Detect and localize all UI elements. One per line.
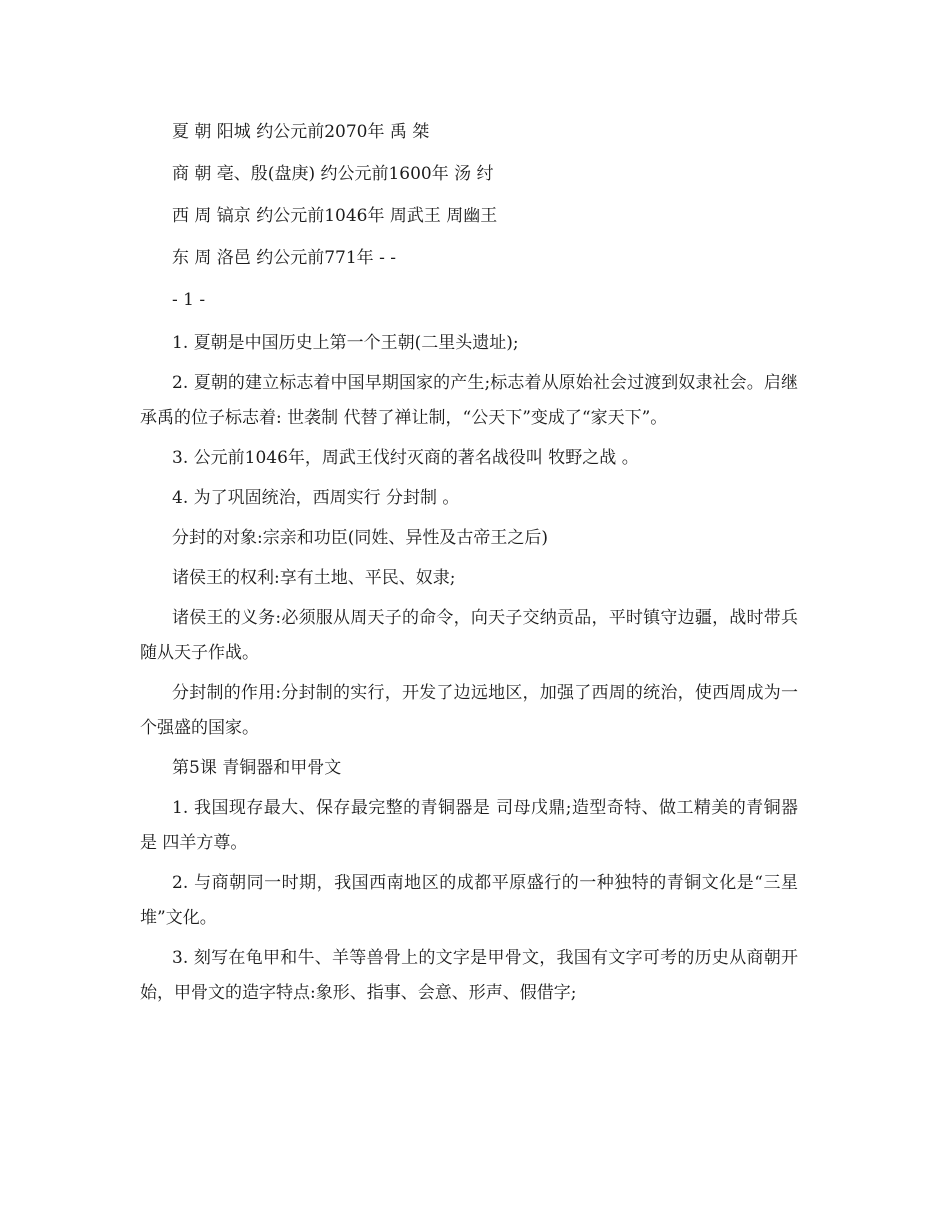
dynasty-row-western-zhou: 西 周 镐京 约公元前1046年 周武王 周幽王 [172, 206, 498, 226]
lesson-heading: 第5课 青铜器和甲骨文 [172, 758, 342, 778]
dynasty-row-shang: 商 朝 亳、殷(盘庚) 约公元前1600年 汤 纣 [172, 164, 494, 184]
paragraph-bronze-1: 1. 我国现存最大、保存最完整的青铜器是 司母戊鼎;造型奇特、做工精美的青铜器是 四羊方尊。 [140, 798, 798, 853]
document-body [140, 120, 798, 1016]
dynasty-row-xia: 夏 朝 阳城 约公元前2070年 禹 桀 [172, 122, 430, 142]
paragraph-4: 4. 为了巩固统治，西周实行 分封制 。 [172, 488, 460, 508]
paragraph-vassal-rights: 诸侯王的权利:享有土地、平民、奴隶; [172, 568, 456, 588]
paragraph-1: 1. 夏朝是中国历史上第一个王朝(二里头遗址); [172, 333, 519, 353]
paragraph-oracle-bone: 3. 刻写在龟甲和牛、羊等兽骨上的文字是甲骨文，我国有文字可考的历史从商朝开始，甲骨文的造字特点:象形、指事、会意、形声、假借字; [140, 948, 798, 1003]
page-number: - 1 - [172, 290, 206, 310]
paragraph-3: 3. 公元前1046年，周武王伐纣灭商的著名战役叫 牧野之战 。 [172, 448, 639, 468]
dynasty-row-eastern-zhou: 东 周 洛邑 约公元前771年 - - [172, 248, 396, 268]
paragraph-enfeoffment-objects: 分封的对象:宗亲和功臣(同姓、异性及古帝王之后) [172, 528, 548, 548]
paragraph-2: 2. 夏朝的建立标志着中国早期国家的产生;标志着从原始社会过渡到奴隶社会。启继承禹的位子标志着: 世袭制 代替了禅让制，“公天下”变成了“家天下”。 [140, 373, 798, 428]
paragraph-bronze-2: 2. 与商朝同一时期，我国西南地区的成都平原盛行的一种独特的青铜文化是“三星堆”文化。 [140, 873, 798, 928]
paragraph-vassal-duties: 诸侯王的义务:必须服从周天子的命令，向天子交纳贡品，平时镇守边疆，战时带兵随从天子作战。 [140, 608, 798, 663]
paragraph-enfeoffment-effect: 分封制的作用:分封制的实行，开发了边远地区，加强了西周的统治，使西周成为一个强盛的国家。 [140, 683, 798, 738]
